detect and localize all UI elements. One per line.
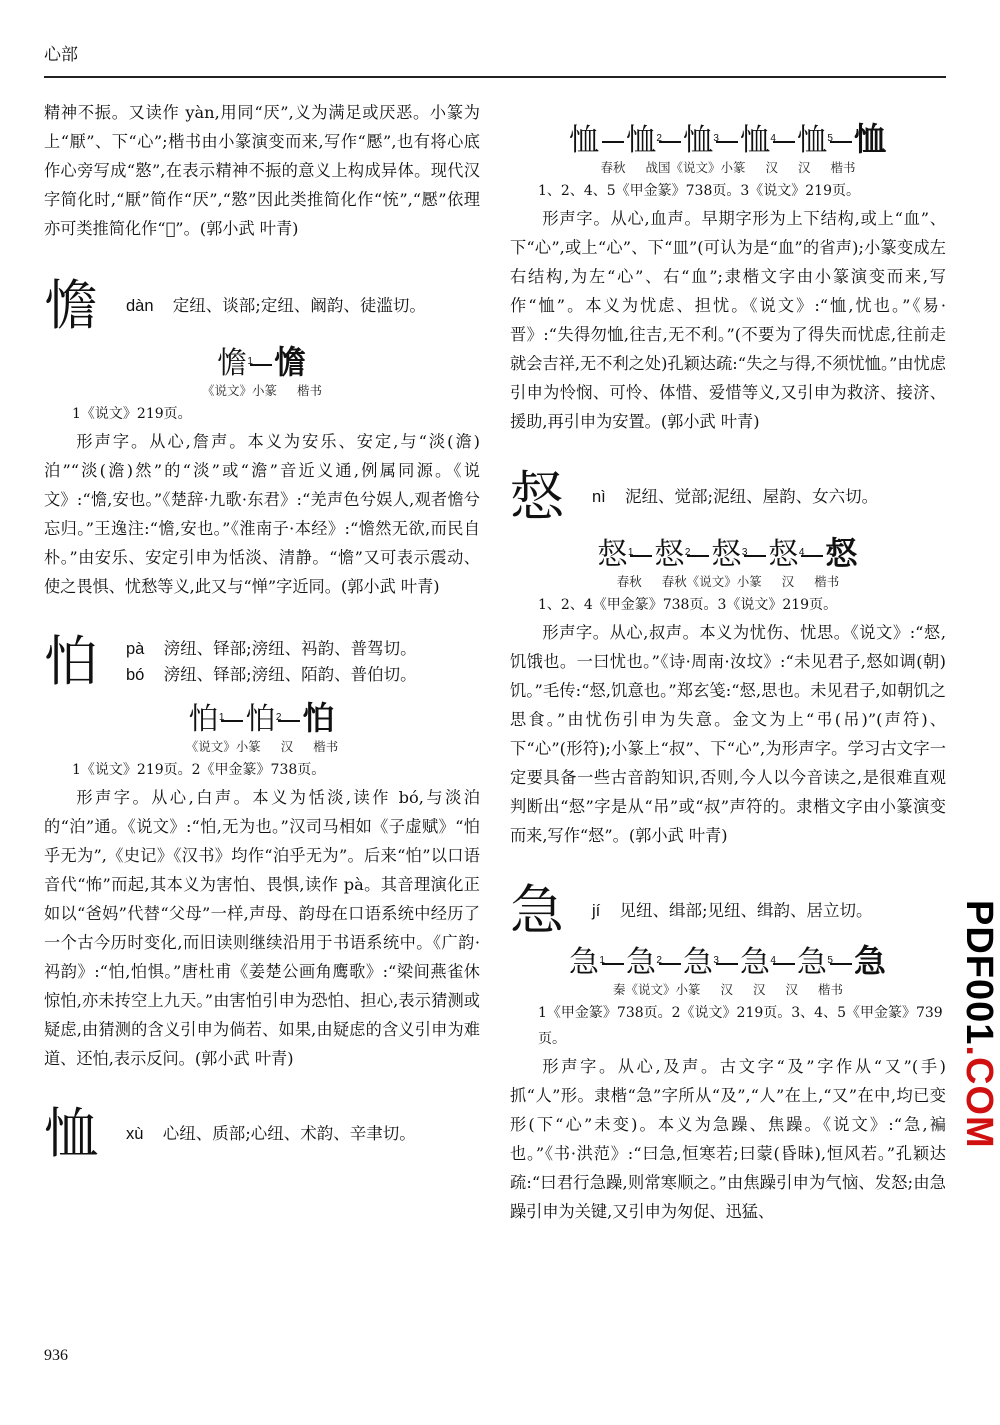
glyph-label: 楷书 (296, 383, 322, 398)
glyph-label: 汉 (785, 982, 798, 997)
glyph-sources: 1、2、4、5《甲金篆》738页。3《说文》219页。 (538, 183, 860, 199)
watermark-text: .COM (958, 1045, 1000, 1149)
pinyin: xù (126, 1125, 144, 1143)
entry-xu (44, 1103, 480, 1165)
glyph: 急 (853, 942, 887, 980)
glyph-label: 汉 (720, 982, 733, 997)
glyph-label: 楷书 (313, 739, 339, 754)
glyph-label: 秦《说文》小篆 (612, 982, 701, 997)
glyph: 急 4 (739, 945, 777, 980)
glyph-label: 《说文》小篆 (185, 739, 261, 754)
glyph-evolution (44, 699, 480, 755)
glyph: 恤 2 (625, 123, 663, 158)
glyph: 惄 2 (654, 537, 692, 572)
entry-ji (510, 880, 946, 1226)
headword: 怕 (44, 630, 98, 693)
header-divider (44, 76, 946, 78)
glyph-label: 春秋《说文》小篆 (661, 574, 762, 589)
glyph: 恤 4 (739, 123, 777, 158)
glyph-evolution (510, 120, 946, 176)
pinyin: dàn (126, 297, 154, 315)
entry-body: 形声字。从心,血声。早期字形为上下结构,或上“血”、下“心”,或上“心”、下“皿”(可认为是“血”的省声);小篆变成左右结构,为左“心”、右“血”;隶楷文字由小篆演变而来,写作“恤”。本义为忧虑、担忧。《说文》:“恤,忧也。”《易·晋》:“失得勿恤,往吉,无不利。”(不要为了得失而忧虑,往前走就会吉祥,无不利之处)孔颖达疏:“失之与得,不须忧恤。”由忧虑引申为怜悯、可怜、体惜、爱惜等义,又引申为救济、接济、援助,再引申为安置。(郭小武 叶青) (510, 209, 946, 431)
glyph-label: 汉 (765, 160, 778, 175)
headword: 惄 (510, 465, 564, 528)
headword: 急 (510, 879, 564, 942)
left-column (44, 98, 480, 1165)
glyph: 恤 (853, 120, 887, 158)
glyph: 急 3 (682, 945, 720, 980)
intro-paragraph: 精神不振。又读作 yàn,用同“厌”,义为满足或厌恶。小篆为上“厭”、下“心”;楷书由小篆演变而来,写作“懕”,也有将心底作心旁写成“㦘”,在表示精神不振的意义上构成异体。现代汉字简化时,“厭”简作“厌”,“㦘”因此类推简化作“㤝”,“懕”依理亦可类推简化作“𢙏”。(郭小武 叶青) (44, 103, 480, 238)
glyph-sources: 1《说文》219页。2《甲金篆》738页。 (72, 762, 326, 778)
phonology: 心纽、质部;心纽、术韵、辛聿切。 (162, 1124, 416, 1143)
entry-xu-continued (510, 120, 946, 436)
glyph: 急 5 (796, 945, 834, 980)
watermark-text: PDF001 (958, 900, 1000, 1046)
glyph: 恤 3 (682, 123, 720, 158)
entry-body: 形声字。从心,叔声。本义为忧伤、忧思。《说文》:“惄,饥饿也。一曰忧也。”《诗·周南·汝坟》:“未见君子,惄如调(朝)饥。”毛传:“惄,饥意也。”郑玄笺:“惄,思也。未见君子,如朝饥之思食。”由忧伤引申为失意。金文为上“弔(吊)”(声符)、下“心”(形符);小篆上“叔”、下“心”,为形声字。学习古文字一定要具备一些古音韵知识,否则,今人以今音读之,是很难直观判断出“惄”字是从“吊”或“叔”声符的。隶楷文字由小篆演变而来,写作“惄”。(郭小武 叶青) (510, 623, 946, 845)
glyph: 惄 (825, 534, 859, 572)
entry-dan (44, 275, 480, 601)
glyph-label: 汉 (280, 739, 294, 754)
phonology: 定纽、谈部;定纽、阚韵、徒滥切。 (172, 296, 426, 315)
glyph: 惄 1 (597, 537, 635, 572)
entry-body: 形声字。从心,白声。本义为恬淡,读作 bó,与淡泊的“泊”通。《说文》:“怕,无为也。”汉司马相如《子虚赋》“怕乎无为”,《史记》《汉书》均作“泊乎无为”。后来“怕”以口语音代“怖”而起,其本义为害怕、畏惧,读作 pà。其音理演化正如以“爸妈”代替“父母”一样,声母、韵母在口语系统中经历了一个古今历时变化,而旧读则继续沿用于书语系统中。《广韵·祃韵》:“怕,怕惧。”唐杜甫《姜楚公画角鹰歌》:“梁间燕雀休惊怕,亦未抟空上九天。”由害怕引申为恐怕、担心,表示猜测或疑虑,由猜测的含义引申为倘若、如果,由疑虑的含义引申为难道、还怕,表示反问。(郭小武 叶青) (44, 788, 480, 1068)
watermark (952, 900, 1000, 1149)
pinyin: jí (592, 902, 601, 920)
glyph: 怕 (302, 699, 336, 737)
entry-body: 形声字。从心,詹声。本义为安乐、安定,与“淡(澹)泊”“淡(澹)然”的“淡”或“澹”音近义通,例属同源。《说文》:“憺,安也。”《楚辞·九歌·东君》:“羌声色兮娱人,观者憺兮忘归。”王逸注:“憺,安也。”《淮南子·本经》:“憺然无欲,而民自朴。”由安乐、安定引申为恬淡、清静。“憺”又可表示震动、使之畏惧、忧愁等义,此又与“惮”字近同。(郭小武 叶青) (44, 432, 480, 596)
phonology: 滂纽、铎部;滂纽、祃韵、普驾切。 (163, 639, 417, 658)
entry-body: 形声字。从心,及声。古文字“及”字作从“又”(手)抓“人”形。隶楷“急”字所从“及”,“人”在上,“又”在中,均已变形(下“心”未变)。本义为急躁、焦躁。《说文》:“急,褊也。”《书·洪范》:“曰急,恒寒若;曰蒙(昏昧),恒风若。”孔颖达疏:“曰君行急躁,则常寒顺之。”由焦躁引申为气恼、发怒;由急躁引申为关键,又引申为匆促、迅猛、 (510, 1057, 946, 1221)
glyph: 惄 4 (768, 537, 806, 572)
glyph: 恤 5 (796, 123, 834, 158)
headword: 恤 (44, 1102, 98, 1165)
entry-pa (44, 631, 480, 1073)
glyph-label: 战国《说文》小篆 (645, 160, 746, 175)
pinyin: bó (126, 666, 145, 684)
glyph-evolution (510, 942, 946, 998)
page-number: 936 (44, 1347, 68, 1364)
headword: 憺 (44, 274, 98, 337)
phonology: 泥纽、觉部;泥纽、屋韵、女六切。 (625, 487, 879, 506)
glyph-evolution (510, 534, 946, 590)
right-column (510, 120, 946, 1226)
glyph: 怕 1 (188, 702, 226, 737)
glyph: 惄 3 (711, 537, 749, 572)
glyph: 急 1 (568, 945, 606, 980)
glyph: 恤 (568, 123, 600, 158)
glyph-label: 楷书 (817, 982, 843, 997)
glyph-label: 汉 (797, 160, 811, 175)
glyph: 憺 (273, 343, 307, 381)
glyph-evolution (44, 343, 480, 399)
glyph-label: 汉 (781, 574, 795, 589)
glyph-sources: 1《说文》219页。 (72, 406, 192, 422)
entry-ni (510, 466, 946, 850)
glyph-label: 汉 (752, 982, 766, 997)
glyph-sources: 1《甲金篆》738页。2《说文》219页。3、4、5《甲金篆》739页。 (538, 1005, 943, 1047)
page-header-title: 心部 (44, 45, 78, 65)
glyph-label: 楷书 (814, 574, 840, 589)
glyph: 憺 1 (216, 346, 254, 381)
pinyin: nì (592, 488, 606, 506)
glyph-label: 《说文》小篆 (201, 383, 277, 398)
glyph-label: 楷书 (830, 160, 856, 175)
glyph: 急 2 (625, 945, 663, 980)
phonology: 滂纽、铎部;滂纽、陌韵、普伯切。 (163, 665, 417, 684)
phonology: 见纽、缉部;见纽、缉韵、居立切。 (619, 901, 873, 920)
pinyin: pà (126, 640, 145, 658)
glyph: 怕 2 (245, 702, 283, 737)
glyph-label: 春秋 (600, 160, 626, 175)
glyph-label: 春秋 (616, 574, 642, 589)
glyph-sources: 1、2、4《甲金篆》738页。3《说文》219页。 (538, 597, 838, 613)
